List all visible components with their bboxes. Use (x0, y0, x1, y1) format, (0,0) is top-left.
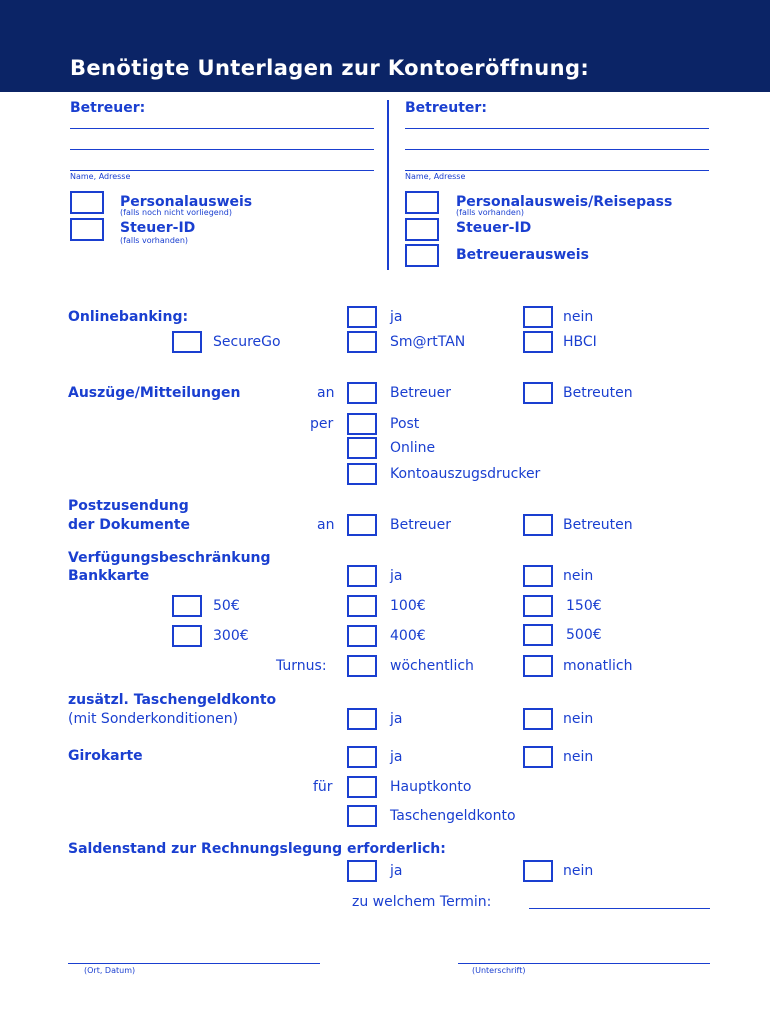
online-label: Online (390, 440, 436, 456)
woechentlich-label: wöchentlich (390, 658, 474, 674)
betreuter-steuer-id-label: Steuer-ID (456, 220, 532, 236)
amount-100-label: 100€ (390, 598, 426, 614)
betreuter-name-line-2[interactable] (405, 149, 709, 150)
auszuege-betreuten-checkbox[interactable] (523, 382, 553, 404)
verfuegung-nein-label: nein (563, 568, 594, 584)
amount-400-label: 400€ (390, 628, 426, 644)
saldenstand-nein-label: nein (563, 863, 594, 879)
betreuer-name-label: Name, Adresse (70, 172, 131, 181)
taschengeld-nein-checkbox[interactable] (523, 708, 553, 730)
postzusendung-an-label: an (317, 517, 335, 533)
betreuter-personalausweis-note: (falls vorhanden) (456, 208, 525, 217)
unterschrift-line[interactable] (458, 963, 710, 964)
postzusendung-betreuten-checkbox[interactable] (523, 514, 553, 536)
auszuege-betreuer-checkbox[interactable] (347, 382, 377, 404)
girokarte-nein-label: nein (563, 749, 594, 765)
betreuter-personalausweis-label: Personalausweis/Reisepass (456, 194, 673, 210)
betreuter-name-line-3[interactable] (405, 170, 709, 171)
amount-150-checkbox[interactable] (523, 595, 553, 617)
taschengeld-label-2: (mit Sonderkonditionen) (68, 711, 239, 727)
column-divider (387, 100, 389, 270)
betreuer-steuer-id-note: (falls vorhanden) (120, 236, 189, 245)
girokarte-ja-label: ja (390, 749, 403, 765)
auszuege-betreuten-label: Betreuten (563, 385, 633, 401)
smartan-label: Sm@rtTAN (390, 334, 466, 350)
auszuege-label: Auszüge/Mitteilungen (68, 385, 241, 401)
betreuer-heading: Betreuer: (70, 100, 146, 116)
hbci-label: HBCI (563, 334, 597, 350)
onlinebanking-ja-checkbox[interactable] (347, 306, 377, 328)
betreuer-name-line-1[interactable] (70, 128, 374, 129)
verfuegung-ja-checkbox[interactable] (347, 565, 377, 587)
kontoauszugsdrucker-checkbox[interactable] (347, 463, 377, 485)
amount-50-checkbox[interactable] (172, 595, 202, 617)
verfuegung-nein-checkbox[interactable] (523, 565, 553, 587)
amount-300-checkbox[interactable] (172, 625, 202, 647)
turnus-label: Turnus: (276, 658, 327, 674)
auszuege-betreuer-label: Betreuer (390, 385, 452, 401)
saldenstand-ja-checkbox[interactable] (347, 860, 377, 882)
verfuegung-label-2: Bankkarte (68, 568, 150, 584)
taschengeld-label-1: zusätzl. Taschengeldkonto (68, 692, 277, 708)
betreuerausweis-label: Betreuerausweis (456, 247, 589, 263)
betreuer-name-line-2[interactable] (70, 149, 374, 150)
termin-input-line[interactable] (529, 908, 710, 909)
verfuegung-label-1: Verfügungsbeschränkung (68, 550, 271, 566)
betreuter-name-line-1[interactable] (405, 128, 709, 129)
betreuer-personalausweis-checkbox[interactable] (70, 191, 104, 214)
ort-datum-label: (Ort, Datum) (84, 966, 136, 975)
betreuer-personalausweis-note: (falls noch nicht vorliegend) (120, 208, 232, 217)
betreuer-steuer-id-label: Steuer-ID (120, 220, 196, 236)
betreuerausweis-checkbox[interactable] (405, 244, 439, 267)
hauptkonto-checkbox[interactable] (347, 776, 377, 798)
saldenstand-label: Saldenstand zur Rechnungslegung erforderlich: (68, 841, 446, 857)
betreuer-name-line-3[interactable] (70, 170, 374, 171)
onlinebanking-nein-checkbox[interactable] (523, 306, 553, 328)
saldenstand-nein-checkbox[interactable] (523, 860, 553, 882)
taschengeld-nein-label: nein (563, 711, 594, 727)
girokarte-nein-checkbox[interactable] (523, 746, 553, 768)
postzusendung-label-2: der Dokumente (68, 517, 191, 533)
taschengeldkonto-label: Taschengeldkonto (390, 808, 516, 824)
kontoauszugsdrucker-label: Kontoauszugsdrucker (390, 466, 541, 482)
unterschrift-label: (Unterschrift) (472, 966, 526, 975)
betreuter-steuer-id-checkbox[interactable] (405, 218, 439, 241)
monatlich-label: monatlich (563, 658, 633, 674)
betreuter-personalausweis-checkbox[interactable] (405, 191, 439, 214)
onlinebanking-ja-label: ja (390, 309, 403, 325)
amount-500-checkbox[interactable] (523, 624, 553, 646)
amount-50-label: 50€ (213, 598, 240, 614)
girokarte-label: Girokarte (68, 748, 143, 764)
post-label: Post (390, 416, 420, 432)
amount-150-label: 150€ (566, 598, 602, 614)
hauptkonto-label: Hauptkonto (390, 779, 472, 795)
page-title: Benötigte Unterlagen zur Kontoeröffnung: (70, 56, 590, 80)
securego-label: SecureGo (213, 334, 281, 350)
securego-checkbox[interactable] (172, 331, 202, 353)
amount-100-checkbox[interactable] (347, 595, 377, 617)
taschengeldkonto-checkbox[interactable] (347, 805, 377, 827)
onlinebanking-nein-label: nein (563, 309, 594, 325)
hbci-checkbox[interactable] (523, 331, 553, 353)
amount-500-label: 500€ (566, 627, 602, 643)
verfuegung-ja-label: ja (390, 568, 403, 584)
taschengeld-ja-label: ja (390, 711, 403, 727)
monatlich-checkbox[interactable] (523, 655, 553, 677)
betreuer-steuer-id-checkbox[interactable] (70, 218, 104, 241)
taschengeld-ja-checkbox[interactable] (347, 708, 377, 730)
postzusendung-label-1: Postzusendung (68, 498, 189, 514)
amount-300-label: 300€ (213, 628, 249, 644)
saldenstand-ja-label: ja (390, 863, 403, 879)
girokarte-fuer-label: für (313, 779, 333, 795)
betreuter-heading: Betreuter: (405, 100, 487, 116)
auszuege-an-label: an (317, 385, 335, 401)
smartan-checkbox[interactable] (347, 331, 377, 353)
woechentlich-checkbox[interactable] (347, 655, 377, 677)
online-checkbox[interactable] (347, 437, 377, 459)
postzusendung-betreuten-label: Betreuten (563, 517, 633, 533)
termin-label: zu welchem Termin: (352, 894, 492, 910)
postzusendung-betreuer-checkbox[interactable] (347, 514, 377, 536)
ort-datum-line[interactable] (68, 963, 320, 964)
girokarte-ja-checkbox[interactable] (347, 746, 377, 768)
betreuter-name-label: Name, Adresse (405, 172, 466, 181)
auszuege-per-label: per (310, 416, 334, 432)
betreuer-personalausweis-label: Personalausweis (120, 194, 253, 210)
post-checkbox[interactable] (347, 413, 377, 435)
amount-400-checkbox[interactable] (347, 625, 377, 647)
postzusendung-betreuer-label: Betreuer (390, 517, 452, 533)
onlinebanking-label: Onlinebanking: (68, 309, 189, 325)
